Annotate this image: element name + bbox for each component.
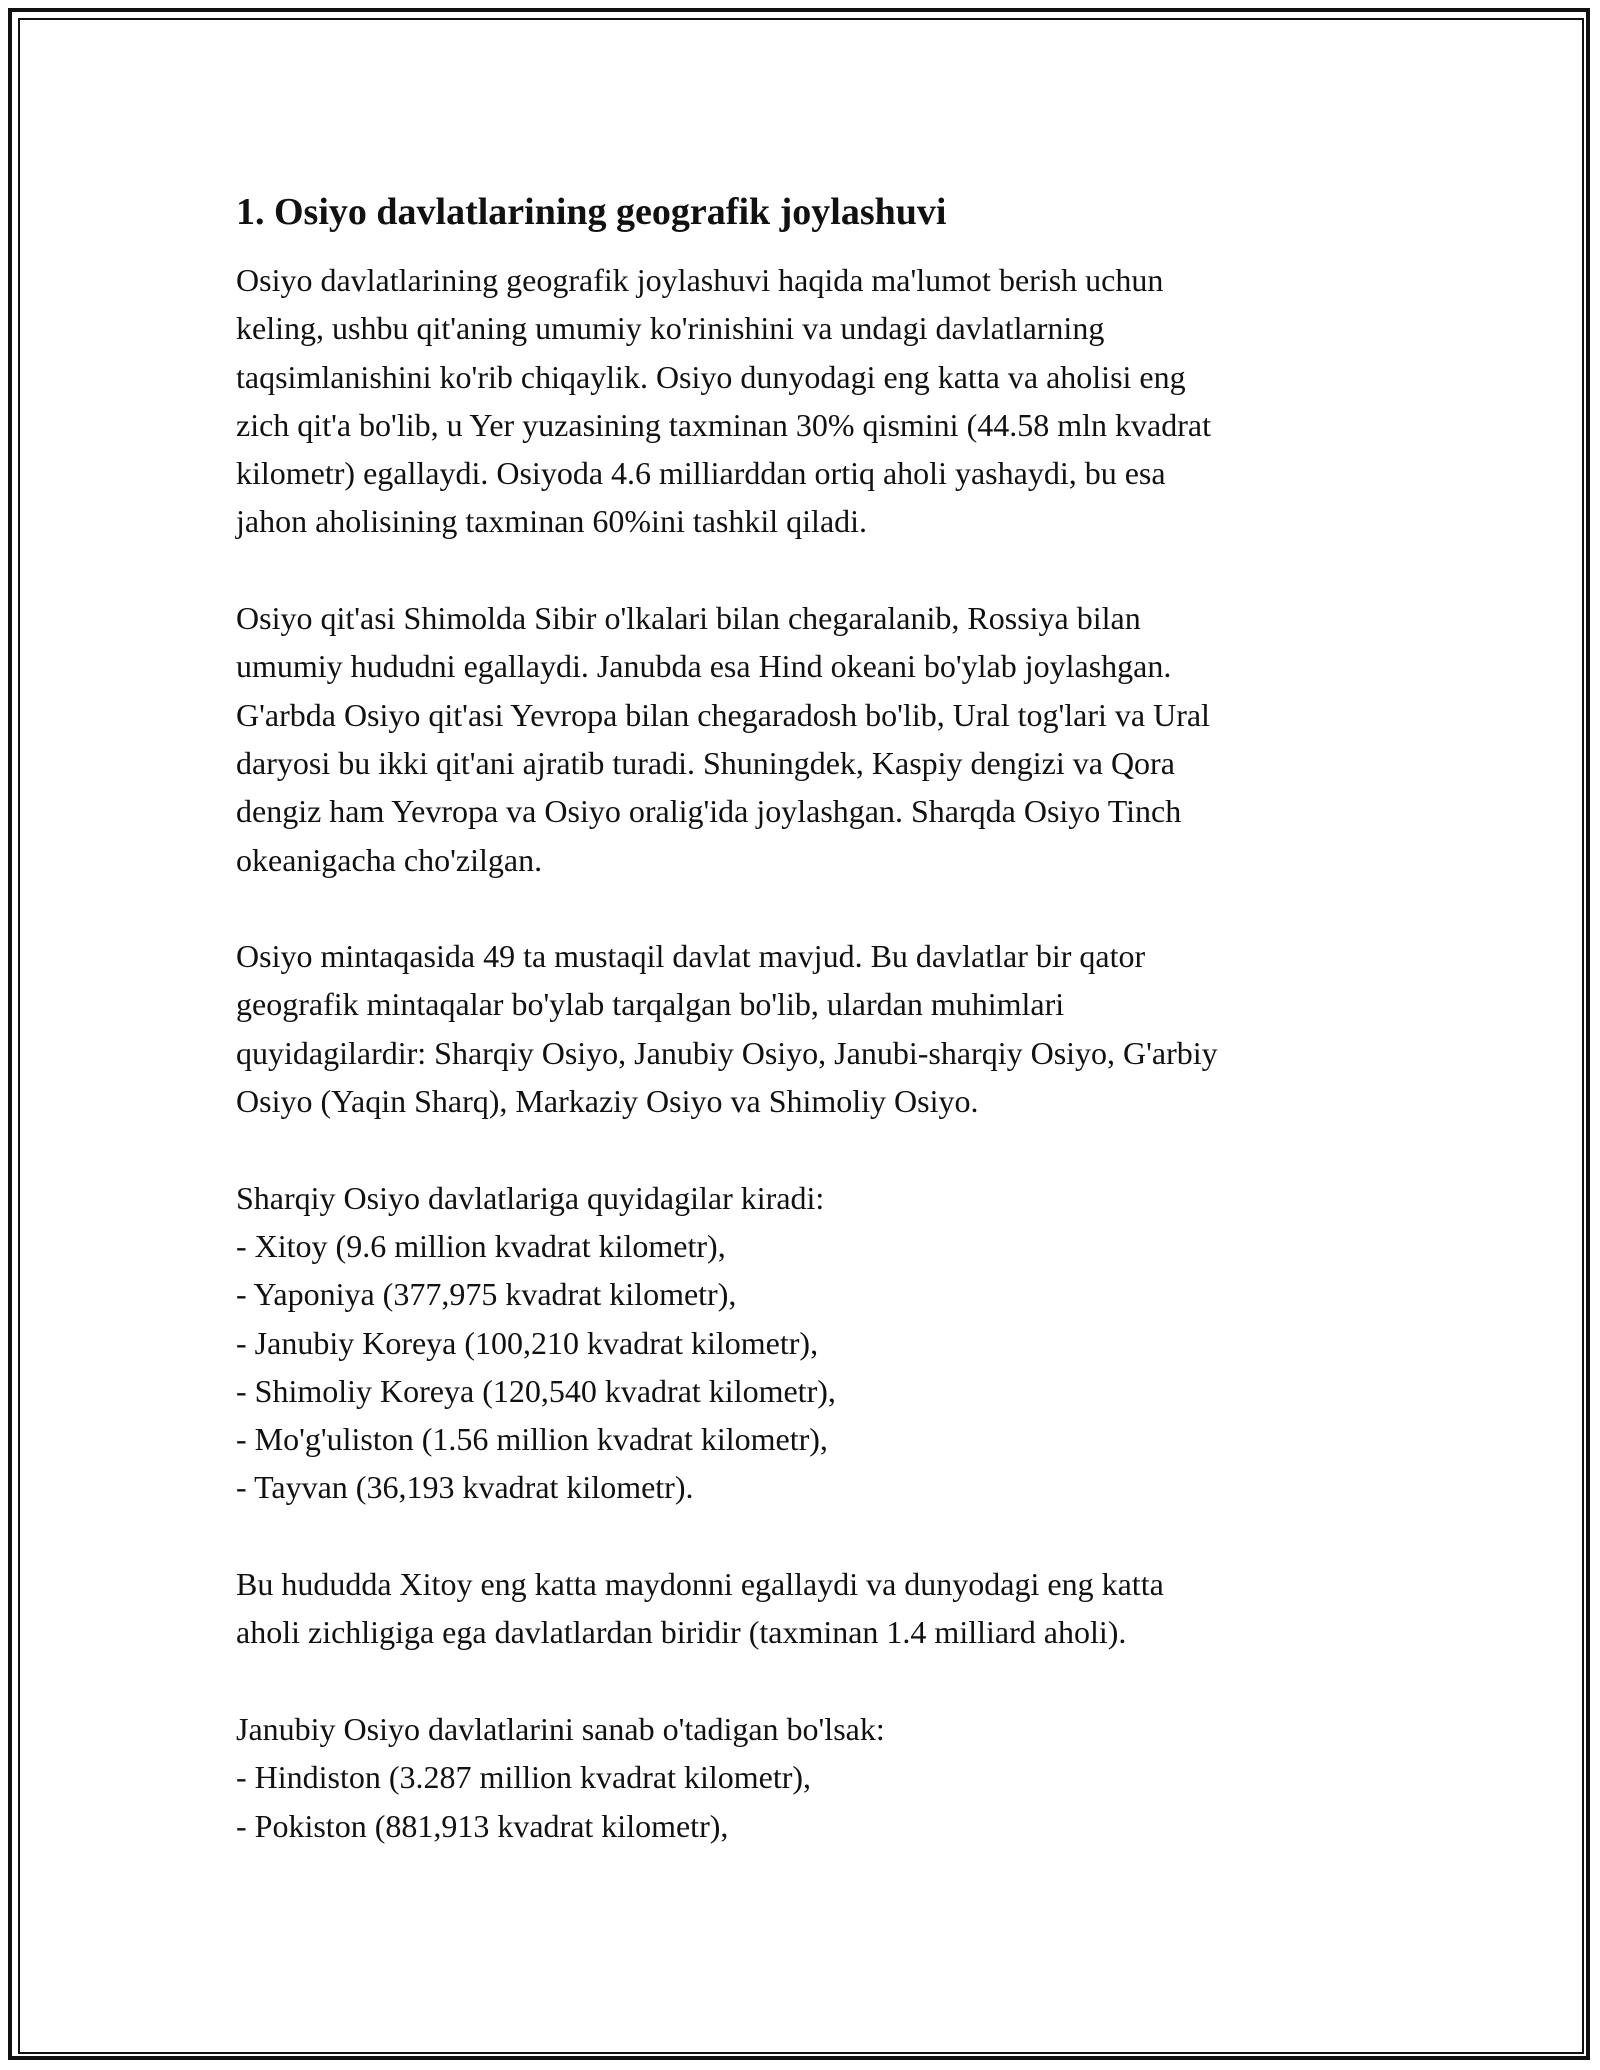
text-line: daryosi bu ikki qit'ani ajratib turadi. Shuningdek, Kaspiy dengizi va Qora [236, 744, 1175, 781]
paragraph-intro [236, 256, 1386, 546]
list-item: - Mo'g'uliston (1.56 million kvadrat kilometr), [236, 1421, 828, 1458]
document-body [236, 188, 1386, 1898]
paragraph-south-asia-list [236, 1705, 1386, 1850]
text-line: taqsimlanishini ko'rib chiqaylik. Osiyo dunyodagi eng katta va aholisi eng [236, 358, 1186, 395]
list-item: - Xitoy (9.6 million kvadrat kilometr), [236, 1227, 726, 1264]
list-intro: Janubiy Osiyo davlatlarini sanab o'tadigan bo'lsak: [236, 1710, 885, 1747]
list-item: - Hindiston (3.287 million kvadrat kilometr), [236, 1759, 812, 1796]
list-item: - Tayvan (36,193 kvadrat kilometr). [236, 1469, 694, 1506]
text-line: dengiz ham Yevropa va Osiyo oralig'ida joylashgan. Sharqda Osiyo Tinch [236, 793, 1182, 830]
text-line: Osiyo (Yaqin Sharq), Markaziy Osiyo va Shimoliy Osiyo. [236, 1083, 979, 1120]
text-line: Osiyo davlatlarining geografik joylashuvi haqida ma'lumot berish uchun [236, 262, 1164, 298]
list-item: - Shimoliy Koreya (120,540 kvadrat kilometr), [236, 1372, 836, 1409]
section-heading: 1. Osiyo davlatlarining geografik joylashuvi [236, 191, 947, 233]
text-line: geografik mintaqalar bo'ylab tarqalgan bo'lib, ulardan muhimlari [236, 986, 1065, 1023]
list-intro: Sharqiy Osiyo davlatlariga quyidagilar kiradi: [236, 1179, 825, 1216]
text-line: okeanigacha cho'zilgan. [236, 841, 543, 878]
text-line: jahon aholisining taxminan 60%ini tashkil qiladi. [236, 503, 868, 540]
list-item: - Janubiy Koreya (100,210 kvadrat kilometr), [236, 1324, 819, 1361]
text-line: G'arbda Osiyo qit'asi Yevropa bilan chegaradosh bo'lib, Ural tog'lari va Ural [236, 696, 1210, 733]
text-line: quyidagilardir: Sharqiy Osiyo, Janubiy Osiyo, Janubi-sharqiy Osiyo, G'arbiy [236, 1034, 1218, 1071]
list-item: - Pokiston (881,913 kvadrat kilometr), [236, 1807, 729, 1844]
text-line: zich qit'a bo'lib, u Yer yuzasining taxminan 30% qismini (44.58 mln kvadrat [236, 406, 1211, 443]
list-item: - Yaponiya (377,975 kvadrat kilometr), [236, 1276, 737, 1313]
text-line: kilometr) egallaydi. Osiyoda 4.6 milliarddan ortiq aholi yashaydi, bu esa [236, 455, 1166, 492]
text-line: umumiy hududni egallaydi. Janubda esa Hind okeani bo'ylab joylashgan. [236, 648, 1172, 685]
text-line: Bu hududda Xitoy eng katta maydonni egallaydi va dunyodagi eng katta [236, 1566, 1164, 1603]
text-line: keling, ushbu qit'aning umumiy ko'rinishini va undagi davlatlarning [236, 310, 1105, 347]
text-line: aholi zichligiga ega davlatlardan biridir (taxminan 1.4 milliard aholi). [236, 1614, 1127, 1651]
paragraph-china [236, 1560, 1386, 1657]
text-line: Osiyo qit'asi Shimolda Sibir o'lkalari bilan chegaralanib, Rossiya bilan [236, 600, 1141, 637]
paragraph-borders [236, 594, 1386, 884]
text-line: Osiyo mintaqasida 49 ta mustaqil davlat mavjud. Bu davlatlar bir qator [236, 938, 1146, 975]
paragraph-regions [236, 932, 1386, 1125]
paragraph-east-asia-list [236, 1174, 1386, 1512]
